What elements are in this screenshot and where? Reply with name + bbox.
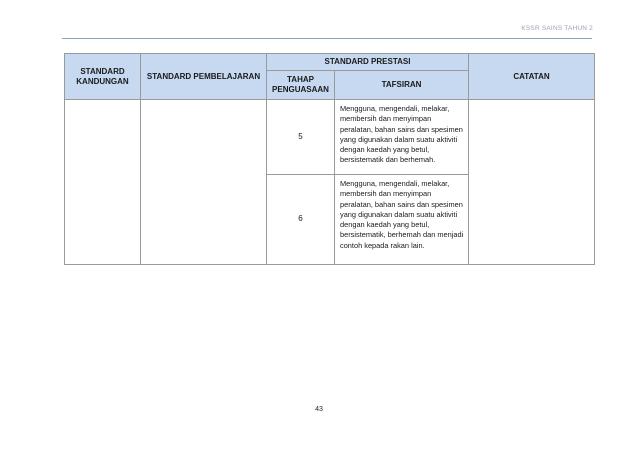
header-standard-prestasi: STANDARD PRESTASI [267,54,469,71]
page-number: 43 [315,406,323,413]
header-tafsiran: TAFSIRAN [335,71,469,100]
header-catatan: CATATAN [469,54,595,100]
standard-prestasi-table [64,53,595,265]
tahap-penguasaan-value: 5 [267,100,335,175]
tafsiran-text: Mengguna, mengendali, melakar, membersih dan menyimpan peralatan, bahan sains dan spesimen yang digunakan dalam suatu aktiviti dengan kaedah yang betul, bersistematik, berhemah dan menjadi contoh kepada rakan lain. [335,175,469,265]
header-standard-kandungan: STANDARD KANDUNGAN [65,54,141,100]
document-header: KSSR SAINS TAHUN 2 [521,25,593,32]
standard-kandungan-cell [65,100,141,265]
table-row [65,100,595,175]
header-tahap-penguasaan: TAHAP PENGUASAAN [267,71,335,100]
standard-pembelajaran-cell [141,100,267,265]
header-standard-pembelajaran: STANDARD PEMBELAJARAN [141,54,267,100]
tafsiran-text: Mengguna, mengendali, melakar, membersih dan menyimpan peralatan, bahan sains dan spesimen yang digunakan dalam suatu aktiviti dengan kaedah yang betul, bersistematik dan berhemah. [335,100,469,175]
tahap-penguasaan-value: 6 [267,175,335,265]
header-divider [62,38,592,39]
catatan-cell [469,100,595,265]
